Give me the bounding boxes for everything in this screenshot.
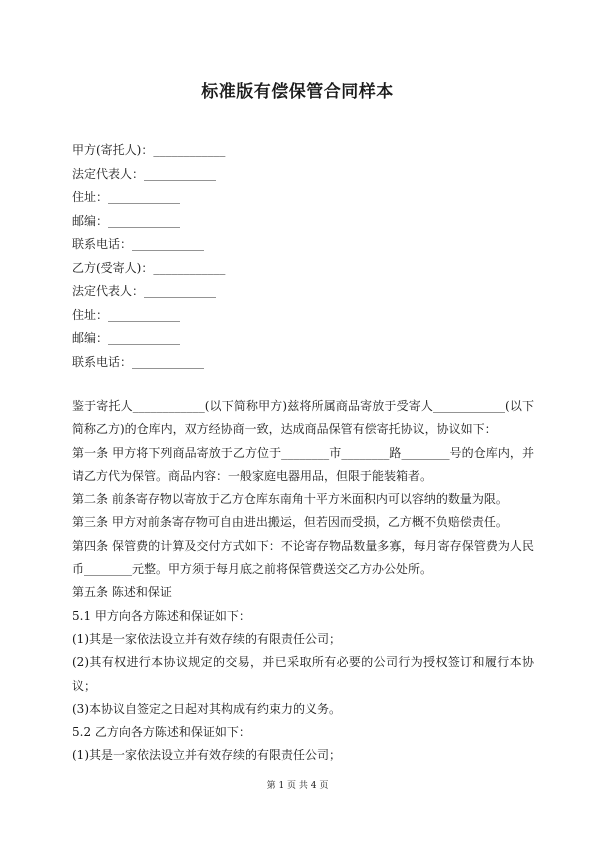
clause-5-1-item-1: (1)其是一家依法设立并有效存续的有限责任公司； [72, 631, 341, 646]
clause-5-1-item-2: (2)其有权进行本协议规定的交易，并已采取所有必要的公司行为授权签订和履行本协议； [72, 655, 534, 693]
article-5-heading: 第五条 陈述和保证 [72, 585, 172, 600]
article-3: 第三条 甲方对前条寄存物可自由进出搬运，但若因而受损，乙方概不负赔偿责任。 [72, 515, 508, 530]
party-b-legal-rep: 法定代表人：____________ [72, 284, 217, 298]
contract-body [72, 395, 534, 768]
clause-5-1-heading: 5.1 甲方向各方陈述和保证如下： [72, 608, 251, 623]
party-a-phone: 联系电话：____________ [72, 237, 205, 251]
preamble-paragraph: 鉴于寄托人____________(以下简称甲方)兹将所属商品寄放于受寄人____________(以下简称乙方)的仓库内，双方经协商一致，达成商品保管有偿寄托协议，协议如下： [72, 399, 534, 437]
party-a-postcode: 邮编：____________ [72, 213, 181, 228]
party-a-legal-rep: 法定代表人：____________ [72, 166, 217, 181]
article-4: 第四条 保管费的计算及交付方式如下：不论寄存物品数量多寡，每月寄存保管费为人民币________元整。甲方须于每月底之前将保管费送交乙方办公处所。 [72, 538, 534, 577]
clause-5-2-item-1: (1)其是一家依法设立并有效存续的有限责任公司； [72, 748, 341, 763]
article-1: 第一条 甲方将下列商品寄放于乙方位于________市________路________号的仓库内，并请乙方代为保管。商品内容：一般家庭电器用品，但限于能装箱者。 [72, 445, 534, 483]
article-2: 第二条 前条寄存物以寄放于乙方仓库东南角十平方米面积内可以容纳的数量为限。 [72, 492, 508, 507]
party-a-name: 甲方(寄托人)：____________ [72, 143, 226, 157]
page-number-footer: 第 1 页 共 4 页 [266, 781, 329, 791]
clause-5-2-heading: 5.2 乙方向各方陈述和保证如下： [72, 725, 251, 740]
party-b-name: 乙方(受寄人)：____________ [72, 260, 226, 275]
clause-5-1-item-3: (3)本协议自签定之日起对其构成有约束力的义务。 [72, 701, 341, 716]
party-info-block [72, 139, 225, 374]
document-title: 标准版有偿保管合同样本 [201, 82, 394, 102]
party-b-postcode: 邮编：____________ [72, 331, 181, 345]
party-a-address: 住址：____________ [72, 190, 181, 204]
party-b-address: 住址：____________ [72, 307, 181, 322]
party-b-phone: 联系电话：____________ [72, 354, 205, 369]
